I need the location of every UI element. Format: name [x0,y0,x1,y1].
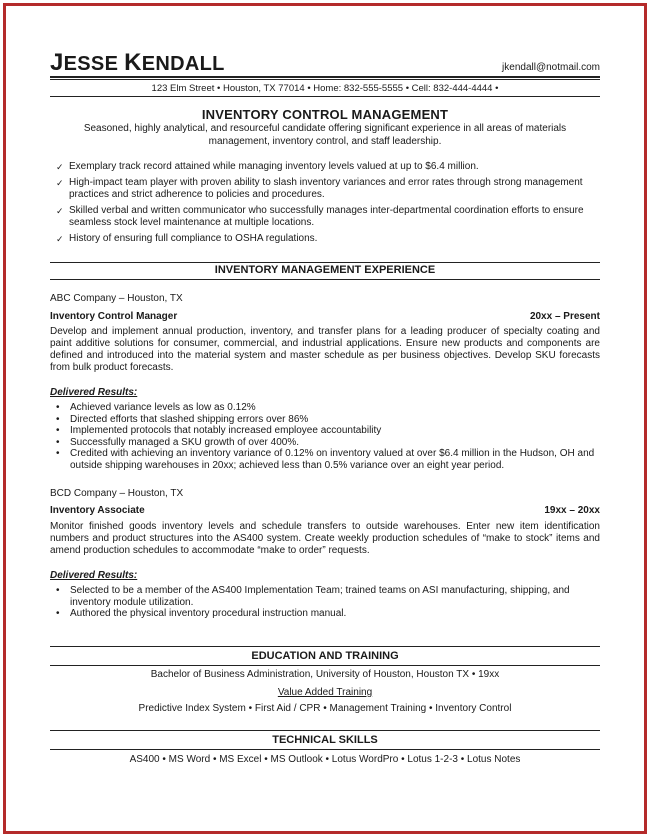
highlight-text: Exemplary track record attained while managing inventory levels valued at up to $6.4 million. [69,161,479,172]
highlights-list [56,161,600,249]
training-label-text: Value Added Training [277,687,373,698]
results-list [56,402,600,471]
job-description: Monitor finished goods inventory levels and schedule transfers to outside warehouses. Enter new item identification numbers and product structures into the AS400 system. Create weekly production schedules of “make to stock” items and amend production schedules to accommodate “make to order” requests. [50,521,600,556]
results-label: Delivered Results: [50,387,138,398]
result-text: Implemented protocols that notably increased employee accountability [70,425,382,436]
highlight-text: High-impact team player with proven ability to slash inventory variances and error rates through strong management practices and strict adherence to policies and procedures. [69,177,583,200]
result-item [56,402,600,414]
experience-rule-bottom [50,279,600,280]
result-text: Authored the physical inventory procedural instruction manual. [70,608,347,619]
result-item [56,425,600,437]
summary: Seasoned, highly analytical, and resourceful candidate offering significant experience in all areas of materials management, inventory control, and staff leadership. [83,123,567,147]
check-icon: ✓ [56,234,64,244]
bullet-icon: • [56,425,60,436]
experience-title: INVENTORY MANAGEMENT EXPERIENCE [214,264,436,276]
result-text: Directed efforts that slashed shipping errors over 86% [70,413,309,425]
result-text: Successfully managed a SKU growth of over 400%. [70,436,300,448]
training-label [50,687,600,698]
company-name: BCD Company – Houston, TX [50,488,184,499]
results-list [56,585,600,620]
result-text: Achieved variance levels as low as 0.12% [70,402,256,413]
result-item [56,608,600,620]
job-dates: 20xx – Present [529,311,600,322]
bullet-icon: • [56,608,60,619]
education-rule-top [50,646,600,647]
bullet-icon: • [56,436,60,448]
degree-line: Bachelor of Business Administration, University of Houston, Houston TX • 19xx [150,669,500,680]
email-address: jkendall@notmail.com [502,62,600,73]
company-name: ABC Company – Houston, TX [50,293,183,304]
highlight-item [56,161,600,173]
job-role: Inventory Associate [50,505,145,516]
results-label: Delivered Results: [50,570,138,581]
experience-rule-top [50,262,600,263]
education-title: EDUCATION AND TRAINING [251,650,399,662]
headline: INVENTORY CONTROL MANAGEMENT [201,107,449,122]
bullet-icon: • [56,402,60,413]
job-description: Develop and implement annual production, inventory, and transfer plans for a leading producer of specialty coating and paint additive solutions for consumer, commercial, and industrial applications. Ensure new products and components are defined and introduced into the material system and master schedule as per business objectives. Develop SKU forecasts from bulk product forecasts. [50,326,600,373]
job-title-line [50,311,600,322]
bullet-icon: • [56,448,60,459]
bullet-icon: • [56,413,60,425]
check-icon: ✓ [56,162,64,172]
name-initial-first: J [50,49,64,76]
name-rest-first: ESSE [63,53,119,75]
name-rest-last: ENDALL [141,53,225,75]
highlight-item [56,177,600,201]
highlight-text: History of ensuring full compliance to OSHA regulations. [69,233,318,244]
header-rule-top [50,76,600,78]
skills-title: TECHNICAL SKILLS [272,734,378,746]
result-text: Credited with achieving an inventory variance of 0.12% on inventory valued at over $6.4 million in the Hudson, OH and outside shipping warehouses in 20xx; achieved less than 0.5% variance over an eight year period. [70,448,595,471]
name-initial-last: K [124,49,142,76]
job-dates: 19xx – 20xx [544,505,600,516]
result-text: Selected to be a member of the AS400 Implementation Team; trained teams on ASI manufacturing, shipping, and inventory module utilization. [70,585,570,608]
check-icon: ✓ [56,206,64,216]
skills-list: AS400 • MS Word • MS Excel • MS Outlook • Lotus WordPro • Lotus 1-2-3 • Lotus Notes [129,754,521,765]
skills-rule-bottom [50,749,600,750]
result-item [56,437,600,449]
result-item [56,448,600,471]
contact-rule [50,96,600,97]
skills-rule-top [50,730,600,731]
result-item [56,585,600,608]
job-role: Inventory Control Manager [50,311,178,322]
contact-line: 123 Elm Street • Houston, TX 77014 • Home: 832-555-5555 • Cell: 832-444-4444 • [151,83,499,94]
job-title-line [50,505,600,516]
highlight-text: Skilled verbal and written communicator who successfully manages inter-departmental coordination efforts to ensure seamless stock level maintenance at multiple locations. [69,205,584,228]
result-item [56,414,600,426]
bullet-icon: • [56,585,60,596]
check-icon: ✓ [56,178,64,188]
training-list: Predictive Index System • First Aid / CPR • Management Training • Inventory Control [138,703,512,714]
education-rule-bottom [50,665,600,666]
highlight-item [56,233,600,245]
header-rule-thin [50,79,600,80]
highlight-item [56,205,600,229]
candidate-name [50,49,225,76]
